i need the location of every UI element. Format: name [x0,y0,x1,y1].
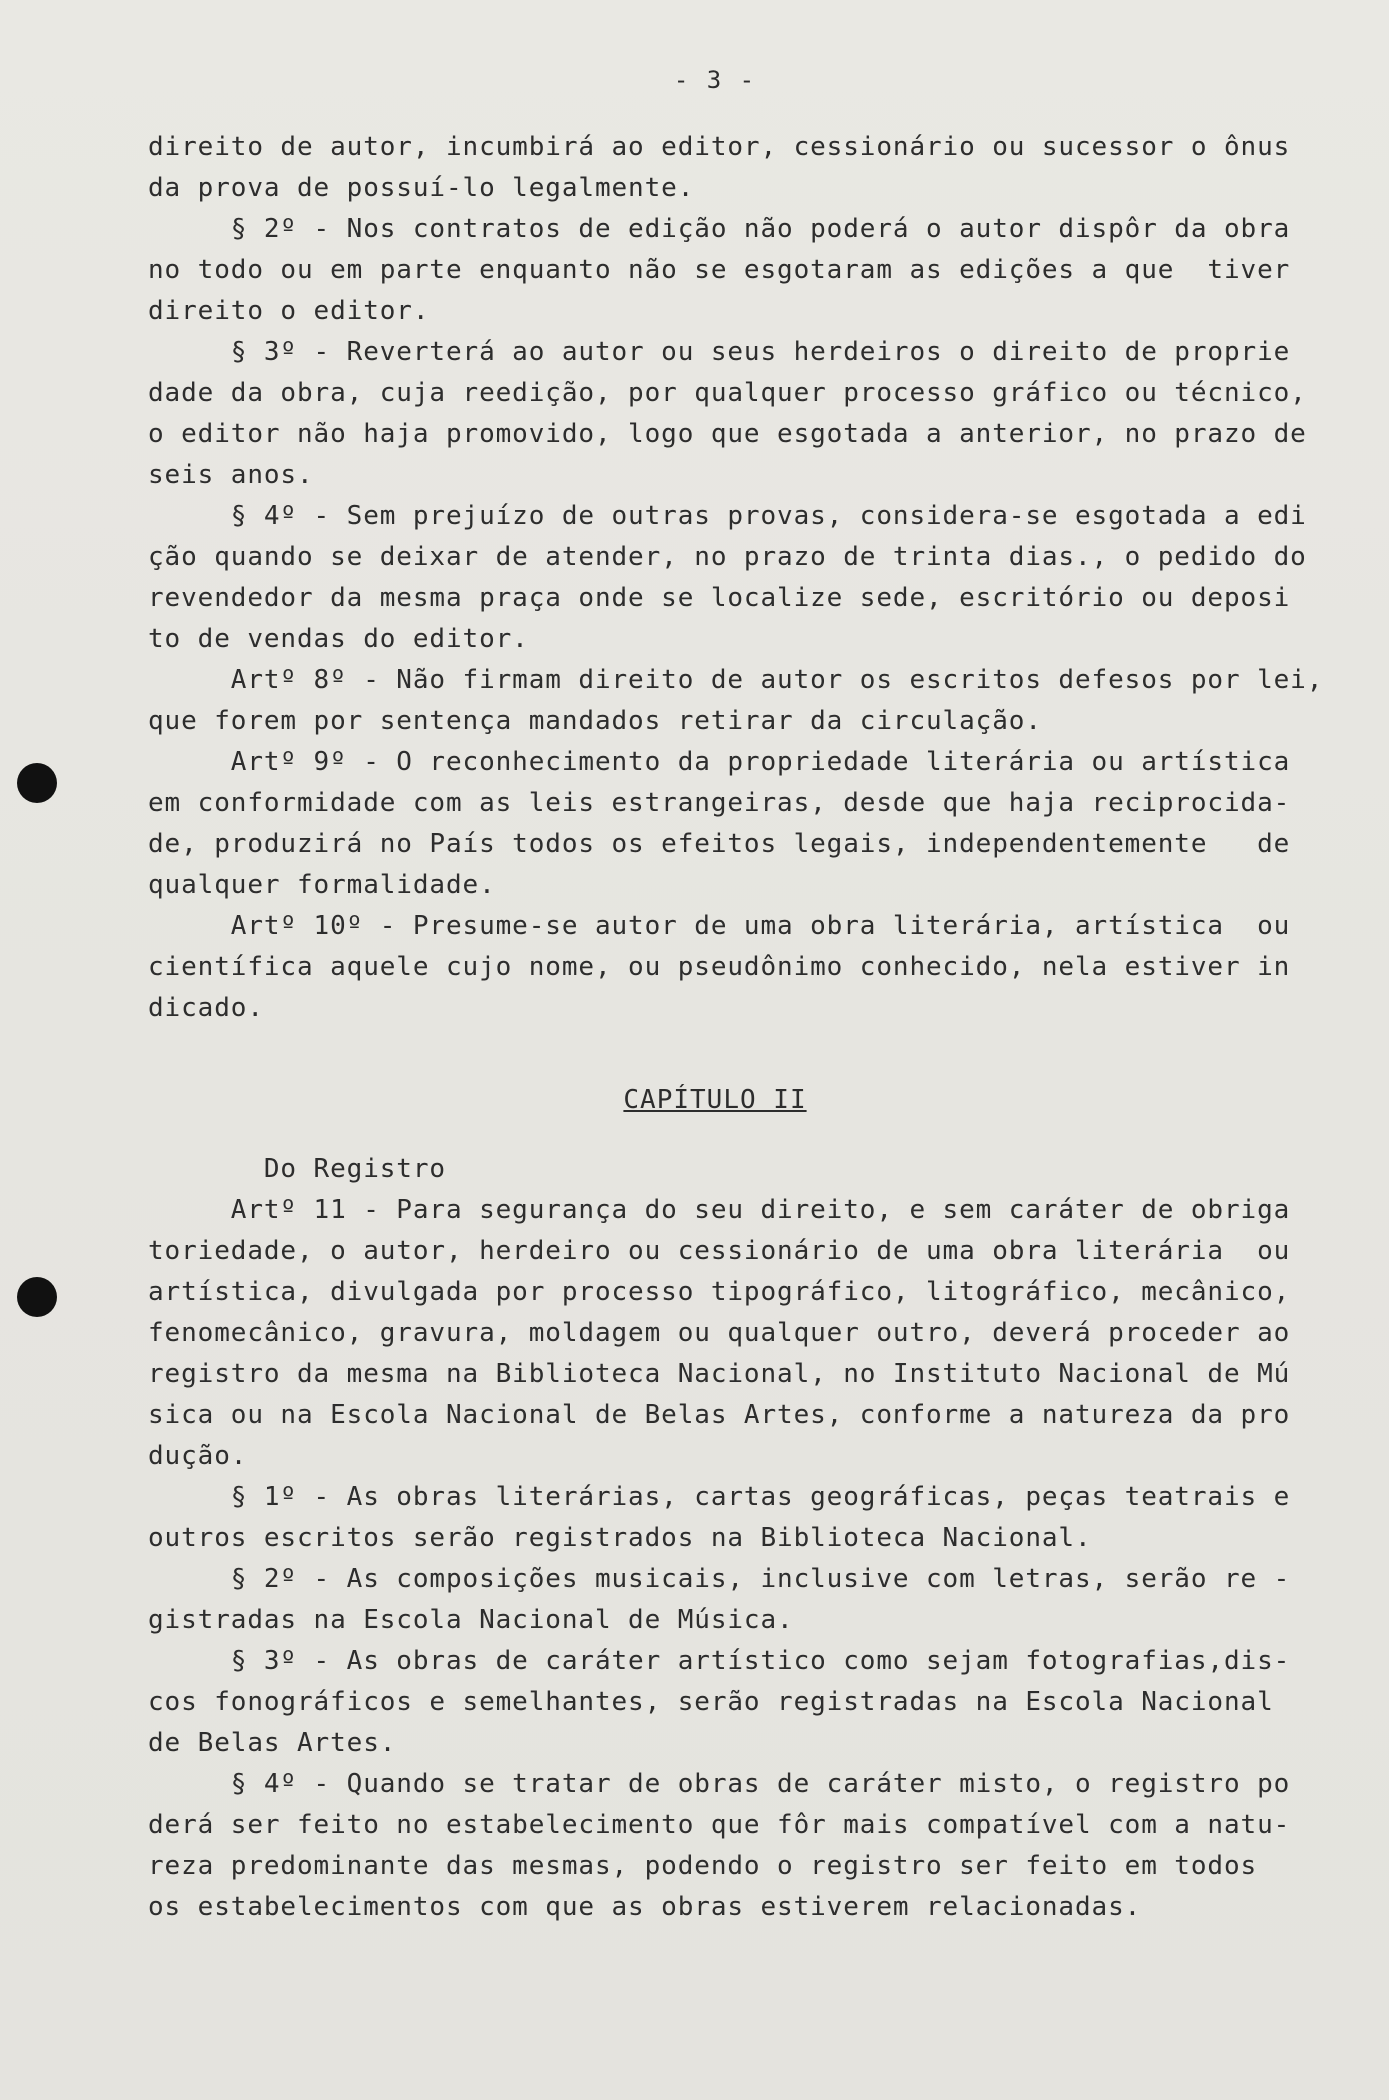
page-number: - 3 - [673,66,757,94]
text-line: cos fonográficos e semelhantes, serão registradas na Escola Nacional [148,1687,1274,1717]
text-line: Artº 10º - Presume-se autor de uma obra literária, artística ou [148,911,1291,941]
text-line: dução. [148,1441,248,1471]
section-title: Do Registro [148,1154,446,1184]
text-line: § 4º - Sem prejuízo de outras provas, considera-se esgotada a edi [148,501,1307,531]
body-text-bottom [148,1149,1328,1928]
text-line: seis anos. [148,460,314,490]
text-line: gistradas na Escola Nacional de Música. [148,1605,794,1635]
text-line: fenomecânico, gravura, moldagem ou qualquer outro, deverá proceder ao [148,1318,1291,1348]
text-line: artística, divulgada por processo tipográfico, litográfico, mecânico, [148,1277,1291,1307]
text-line: Artº 11 - Para segurança do seu direito, e sem caráter de obriga [148,1195,1291,1225]
text-line: dicado. [148,993,264,1023]
punch-hole [17,763,57,803]
text-line: toriedade, o autor, herdeiro ou cessionário de uma obra literária ou [148,1236,1291,1266]
punch-hole [17,1277,57,1317]
text-line: § 1º - As obras literárias, cartas geográficas, peças teatrais e [148,1482,1291,1512]
text-line: de, produzirá no País todos os efeitos legais, independentemente de [148,829,1291,859]
text-line: to de vendas do editor. [148,624,529,654]
text-line: os estabelecimentos com que as obras estiverem relacionadas. [148,1892,1142,1922]
text-line: o editor não haja promovido, logo que esgotada a anterior, no prazo de [148,419,1307,449]
text-line: em conformidade com as leis estrangeiras, desde que haja reciprocida- [148,788,1291,818]
text-line: outros escritos serão registrados na Biblioteca Nacional. [148,1523,1092,1553]
text-line: direito o editor. [148,296,430,326]
text-line: qualquer formalidade. [148,870,496,900]
text-line: Artº 9º - O reconhecimento da propriedade literária ou artística [148,747,1291,777]
text-line: Artº 8º - Não firmam direito de autor os escritos defesos por lei, [148,665,1324,695]
text-line: § 2º - Nos contratos de edição não poderá o autor dispôr da obra [148,214,1291,244]
body-text-top [148,127,1328,1029]
text-line: que forem por sentença mandados retirar da circulação. [148,706,1042,736]
text-line: § 3º - Reverterá ao autor ou seus herdeiros o direito de proprie [148,337,1291,367]
text-line: revendedor da mesma praça onde se localize sede, escritório ou deposi [148,583,1291,613]
text-line: § 2º - As composições musicais, inclusive com letras, serão re - [148,1564,1291,1594]
chapter-heading: CAPÍTULO II [623,1085,807,1115]
text-line: direito de autor, incumbirá ao editor, cessionário ou sucessor o ônus [148,132,1291,162]
text-line: derá ser feito no estabelecimento que fôr mais compatível com a natu- [148,1810,1291,1840]
text-line: no todo ou em parte enquanto não se esgotaram as edições a que tiver [148,255,1291,285]
text-line: científica aquele cujo nome, ou pseudônimo conhecido, nela estiver in [148,952,1291,982]
text-line: sica ou na Escola Nacional de Belas Artes, conforme a natureza da pro [148,1400,1291,1430]
text-line: § 4º - Quando se tratar de obras de caráter misto, o registro po [148,1769,1291,1799]
text-line: dade da obra, cuja reedição, por qualquer processo gráfico ou técnico, [148,378,1307,408]
text-line: § 3º - As obras de caráter artístico como sejam fotografias,dis- [148,1646,1291,1676]
text-line: registro da mesma na Biblioteca Nacional, no Instituto Nacional de Mú [148,1359,1291,1389]
text-line: da prova de possuí-lo legalmente. [148,173,695,203]
text-line: de Belas Artes. [148,1728,397,1758]
text-line: ção quando se deixar de atender, no prazo de trinta dias., o pedido do [148,542,1307,572]
text-line: reza predominante das mesmas, podendo o registro ser feito em todos [148,1851,1258,1881]
